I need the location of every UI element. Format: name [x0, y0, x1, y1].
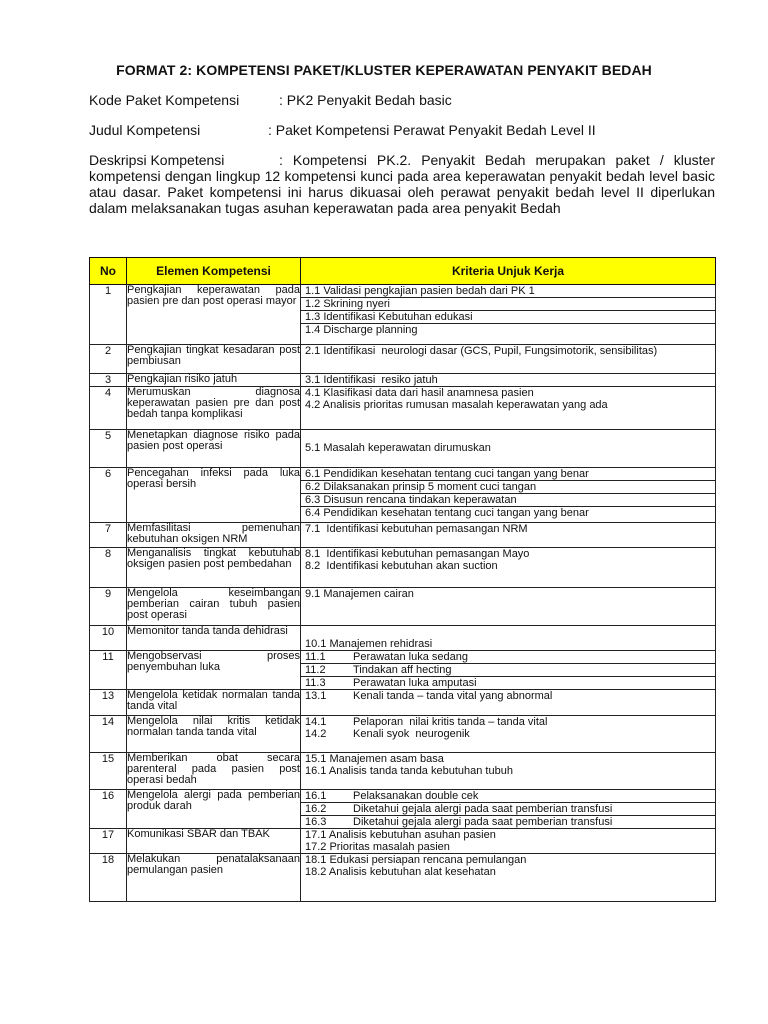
kriteria-item: 6.3 Disusun rencana tindakan keperawatan — [301, 494, 715, 507]
row-number: 8 — [90, 548, 127, 588]
header-kriteria: Kriteria Unjuk Kerja — [301, 258, 716, 285]
kriteria-unjuk-kerja — [301, 790, 716, 829]
kriteria-text: Tindakan aff hecting — [353, 664, 452, 676]
kriteria-item: 4.1 Klasifikasi data dari hasil anamnesa pasien — [305, 387, 534, 399]
row-number: 10 — [90, 626, 127, 651]
row-number: 9 — [90, 588, 127, 626]
row-number: 16 — [90, 790, 127, 829]
row-number: 18 — [90, 854, 127, 902]
kriteria-item — [301, 690, 715, 702]
kriteria-unjuk-kerja — [301, 374, 716, 387]
kriteria-item: 10.1 Manajemen rehidrasi — [305, 638, 433, 650]
elemen-kompetensi: Memfasilitasi pemenuhan kebutuhan oksigen NRM — [127, 523, 301, 548]
kriteria-unjuk-kerja — [301, 588, 716, 626]
elemen-kompetensi: Menetapkan diagnose risiko pada pasien post operasi — [127, 430, 301, 468]
row-number: 17 — [90, 829, 127, 854]
elemen-kompetensi: Pengkajian risiko jatuh — [127, 374, 301, 387]
competency-table — [89, 257, 716, 902]
kriteria-item: 8.1 Identifikasi kebutuhan pemasangan Mayo — [305, 548, 530, 560]
kriteria-item — [301, 626, 715, 638]
elemen-kompetensi: Melakukan penatalaksanaan pemulangan pasien — [127, 854, 301, 902]
elemen-kompetensi: Mengobservasi proses penyembuhan luka — [127, 651, 301, 690]
kriteria-item — [301, 728, 715, 740]
elemen-kompetensi: Pencegahan infeksi pada luka operasi bersih — [127, 468, 301, 523]
row-number: 5 — [90, 430, 127, 468]
kriteria-item: 16.1 Analisis tanda tanda kebutuhan tubuh — [305, 765, 513, 777]
elemen-kompetensi: Pengkajian tingkat kesadaran post pembiusan — [127, 345, 301, 374]
table-header-row — [90, 258, 716, 285]
elemen-kompetensi: Memonitor tanda tanda dehidrasi — [127, 626, 301, 651]
elemen-kompetensi: Menganalisis tingkat kebutuhab oksigen pasien post pembedahan — [127, 548, 301, 588]
kriteria-item: 5.1 Masalah keperawatan dirumuskan — [305, 442, 491, 454]
kode-paket-row — [89, 92, 452, 108]
table-row — [90, 690, 716, 716]
table-row — [90, 548, 716, 588]
kriteria-item: 9.1 Manajemen cairan — [305, 588, 414, 600]
kriteria-item: 17.1 Analisis kebutuhan asuhan pasien — [305, 829, 496, 841]
kriteria-item: 15.1 Manajemen asam basa — [305, 753, 444, 765]
kriteria-text: Perawatan luka sedang — [353, 651, 468, 663]
table-row — [90, 345, 716, 374]
kriteria-item: 6.1 Pendidikan kesehatan tentang cuci tangan yang benar — [301, 468, 715, 481]
elemen-kompetensi: Pengkajian keperawatan pada pasien pre dan post operasi mayor — [127, 285, 301, 345]
elemen-kompetensi: Merumuskan diagnosa keperawatan pasien pre dan post bedah tanpa komplikasi — [127, 387, 301, 430]
row-number: 6 — [90, 468, 127, 523]
kriteria-unjuk-kerja — [301, 468, 716, 523]
elemen-kompetensi: Mengelola nilai kritis ketidak normalan tanda tanda vital — [127, 716, 301, 753]
kriteria-number: 16.2 — [305, 803, 327, 815]
kriteria-unjuk-kerja — [301, 716, 716, 753]
table-row — [90, 374, 716, 387]
elemen-kompetensi: Memberikan obat secara parenteral pada pasien post operasi bedah — [127, 753, 301, 790]
kriteria-item: 7.1 Identifikasi kebutuhan pemasangan NRM — [305, 523, 528, 535]
kriteria-item: 18.1 Edukasi persiapan rencana pemulangan — [305, 854, 527, 866]
kriteria-item — [301, 790, 715, 803]
document-title: FORMAT 2: KOMPETENSI PAKET/KLUSTER KEPERAWATAN PENYAKIT BEDAH — [116, 62, 652, 78]
kriteria-number: 13.1 — [305, 690, 327, 702]
kriteria-item: 17.2 Prioritas masalah pasien — [305, 841, 450, 853]
header-no: No — [90, 258, 127, 285]
table-row — [90, 285, 716, 345]
kriteria-item — [301, 716, 715, 728]
kriteria-item — [301, 677, 715, 689]
kriteria-number: 16.1 — [305, 790, 327, 802]
kriteria-unjuk-kerja — [301, 548, 716, 588]
row-number: 14 — [90, 716, 127, 753]
kode-paket-label: Kode Paket Kompetensi — [89, 92, 240, 108]
kriteria-unjuk-kerja — [301, 387, 716, 430]
kriteria-item — [301, 803, 715, 816]
table-body — [90, 285, 716, 902]
kriteria-item: 3.1 Identifikasi resiko jatuh — [305, 374, 438, 386]
table-row — [90, 588, 716, 626]
kriteria-number: 14.2 — [305, 728, 327, 740]
kriteria-number: 11.3 — [305, 677, 326, 689]
kriteria-item: 8.2 Identifikasi kebutuhan akan suction — [305, 560, 498, 572]
kriteria-unjuk-kerja — [301, 854, 716, 902]
kriteria-item: 6.2 Dilaksanakan prinsip 5 moment cuci tangan — [301, 481, 715, 494]
kriteria-number: 16.3 — [305, 816, 327, 828]
kriteria-text: Pelaksanakan double cek — [353, 790, 479, 802]
kriteria-number: 14.1 — [305, 716, 327, 728]
kriteria-unjuk-kerja — [301, 345, 716, 374]
row-number: 3 — [90, 374, 127, 387]
kriteria-item: 4.2 Analisis prioritas rumusan masalah keperawatan yang ada — [305, 399, 608, 411]
table-row — [90, 523, 716, 548]
table-row — [90, 430, 716, 468]
kriteria-unjuk-kerja — [301, 690, 716, 716]
row-number: 1 — [90, 285, 127, 345]
table-row — [90, 716, 716, 753]
table-row — [90, 387, 716, 430]
judul-kompetensi-label: Judul Kompetensi — [89, 122, 201, 138]
elemen-kompetensi: Komunikasi SBAR dan TBAK — [127, 829, 301, 854]
kriteria-item — [301, 816, 715, 828]
table-row — [90, 790, 716, 829]
table-row — [90, 753, 716, 790]
row-number: 2 — [90, 345, 127, 374]
kriteria-item: 1.1 Validasi pengkajian pasien bedah dari PK 1 — [301, 285, 715, 298]
kriteria-item: 1.4 Discharge planning — [305, 324, 418, 336]
header-elemen: Elemen Kompetensi — [127, 258, 301, 285]
kriteria-unjuk-kerja — [301, 753, 716, 790]
kriteria-item — [301, 430, 715, 442]
kriteria-text: Pelaporan nilai kritis tanda – tanda vital — [353, 716, 548, 728]
table-row — [90, 854, 716, 902]
kriteria-unjuk-kerja — [301, 523, 716, 548]
row-number: 13 — [90, 690, 127, 716]
deskripsi-kompetensi — [89, 152, 715, 216]
row-number: 7 — [90, 523, 127, 548]
kriteria-item: 1.2 Skrining nyeri — [301, 298, 715, 311]
kriteria-unjuk-kerja — [301, 430, 716, 468]
row-number: 11 — [90, 651, 127, 690]
table-row — [90, 468, 716, 523]
kriteria-unjuk-kerja — [301, 626, 716, 651]
elemen-kompetensi: Mengelola keseimbangan pemberian cairan tubuh pasien post operasi — [127, 588, 301, 626]
kriteria-number: 11.1 — [305, 651, 326, 663]
kriteria-text: Diketahui gejala alergi pada saat pemberian transfusi — [353, 803, 613, 815]
row-number: 4 — [90, 387, 127, 430]
table-row — [90, 626, 716, 651]
kriteria-item: 18.2 Analisis kebutuhan alat kesehatan — [305, 866, 496, 878]
kriteria-text: Kenali tanda – tanda vital yang abnormal — [353, 690, 553, 702]
judul-kompetensi-row — [89, 122, 596, 138]
kriteria-text: Diketahui gejala alergi pada saat pemberian transfusi — [353, 816, 613, 828]
kriteria-text: Kenali syok neurogenik — [353, 728, 470, 740]
deskripsi-value: : Kompetensi PK.2. Penyakit Bedah merupakan paket / kluster kompetensi dengan lingkup 12 kompetensi kunci pada area keperawatan penyakit bedah level basic atau dasar. Paket kompetensi ini harus dikuasai oleh perawat penyakit bedah level II diperlukan dalam melaksanakan tugas asuhan keperawatan pada area penyakit Bedah — [89, 152, 715, 216]
table-row — [90, 651, 716, 690]
kode-paket-value: : PK2 Penyakit Bedah basic — [279, 92, 452, 108]
kriteria-item: 2.1 Identifikasi neurologi dasar (GCS, Pupil, Fungsimotorik, sensibilitas) — [305, 345, 658, 357]
table-row — [90, 829, 716, 854]
kriteria-unjuk-kerja — [301, 829, 716, 854]
kriteria-item — [301, 664, 715, 677]
judul-kompetensi-value: : Paket Kompetensi Perawat Penyakit Bedah Level II — [268, 122, 596, 138]
row-number: 15 — [90, 753, 127, 790]
deskripsi-label: Deskripsi Kompetensi — [89, 152, 225, 168]
kriteria-number: 11.2 — [305, 664, 326, 676]
kriteria-unjuk-kerja — [301, 651, 716, 690]
kriteria-item: 6.4 Pendidikan kesehatan tentang cuci tangan yang benar — [305, 507, 589, 519]
elemen-kompetensi: Mengelola alergi pada pemberian produk darah — [127, 790, 301, 829]
kriteria-item — [301, 651, 715, 664]
kriteria-unjuk-kerja — [301, 285, 716, 345]
kriteria-text: Perawatan luka amputasi — [353, 677, 477, 689]
elemen-kompetensi: Mengelola ketidak normalan tanda tanda vital — [127, 690, 301, 716]
kriteria-item: 1.3 Identifikasi Kebutuhan edukasi — [301, 311, 715, 324]
